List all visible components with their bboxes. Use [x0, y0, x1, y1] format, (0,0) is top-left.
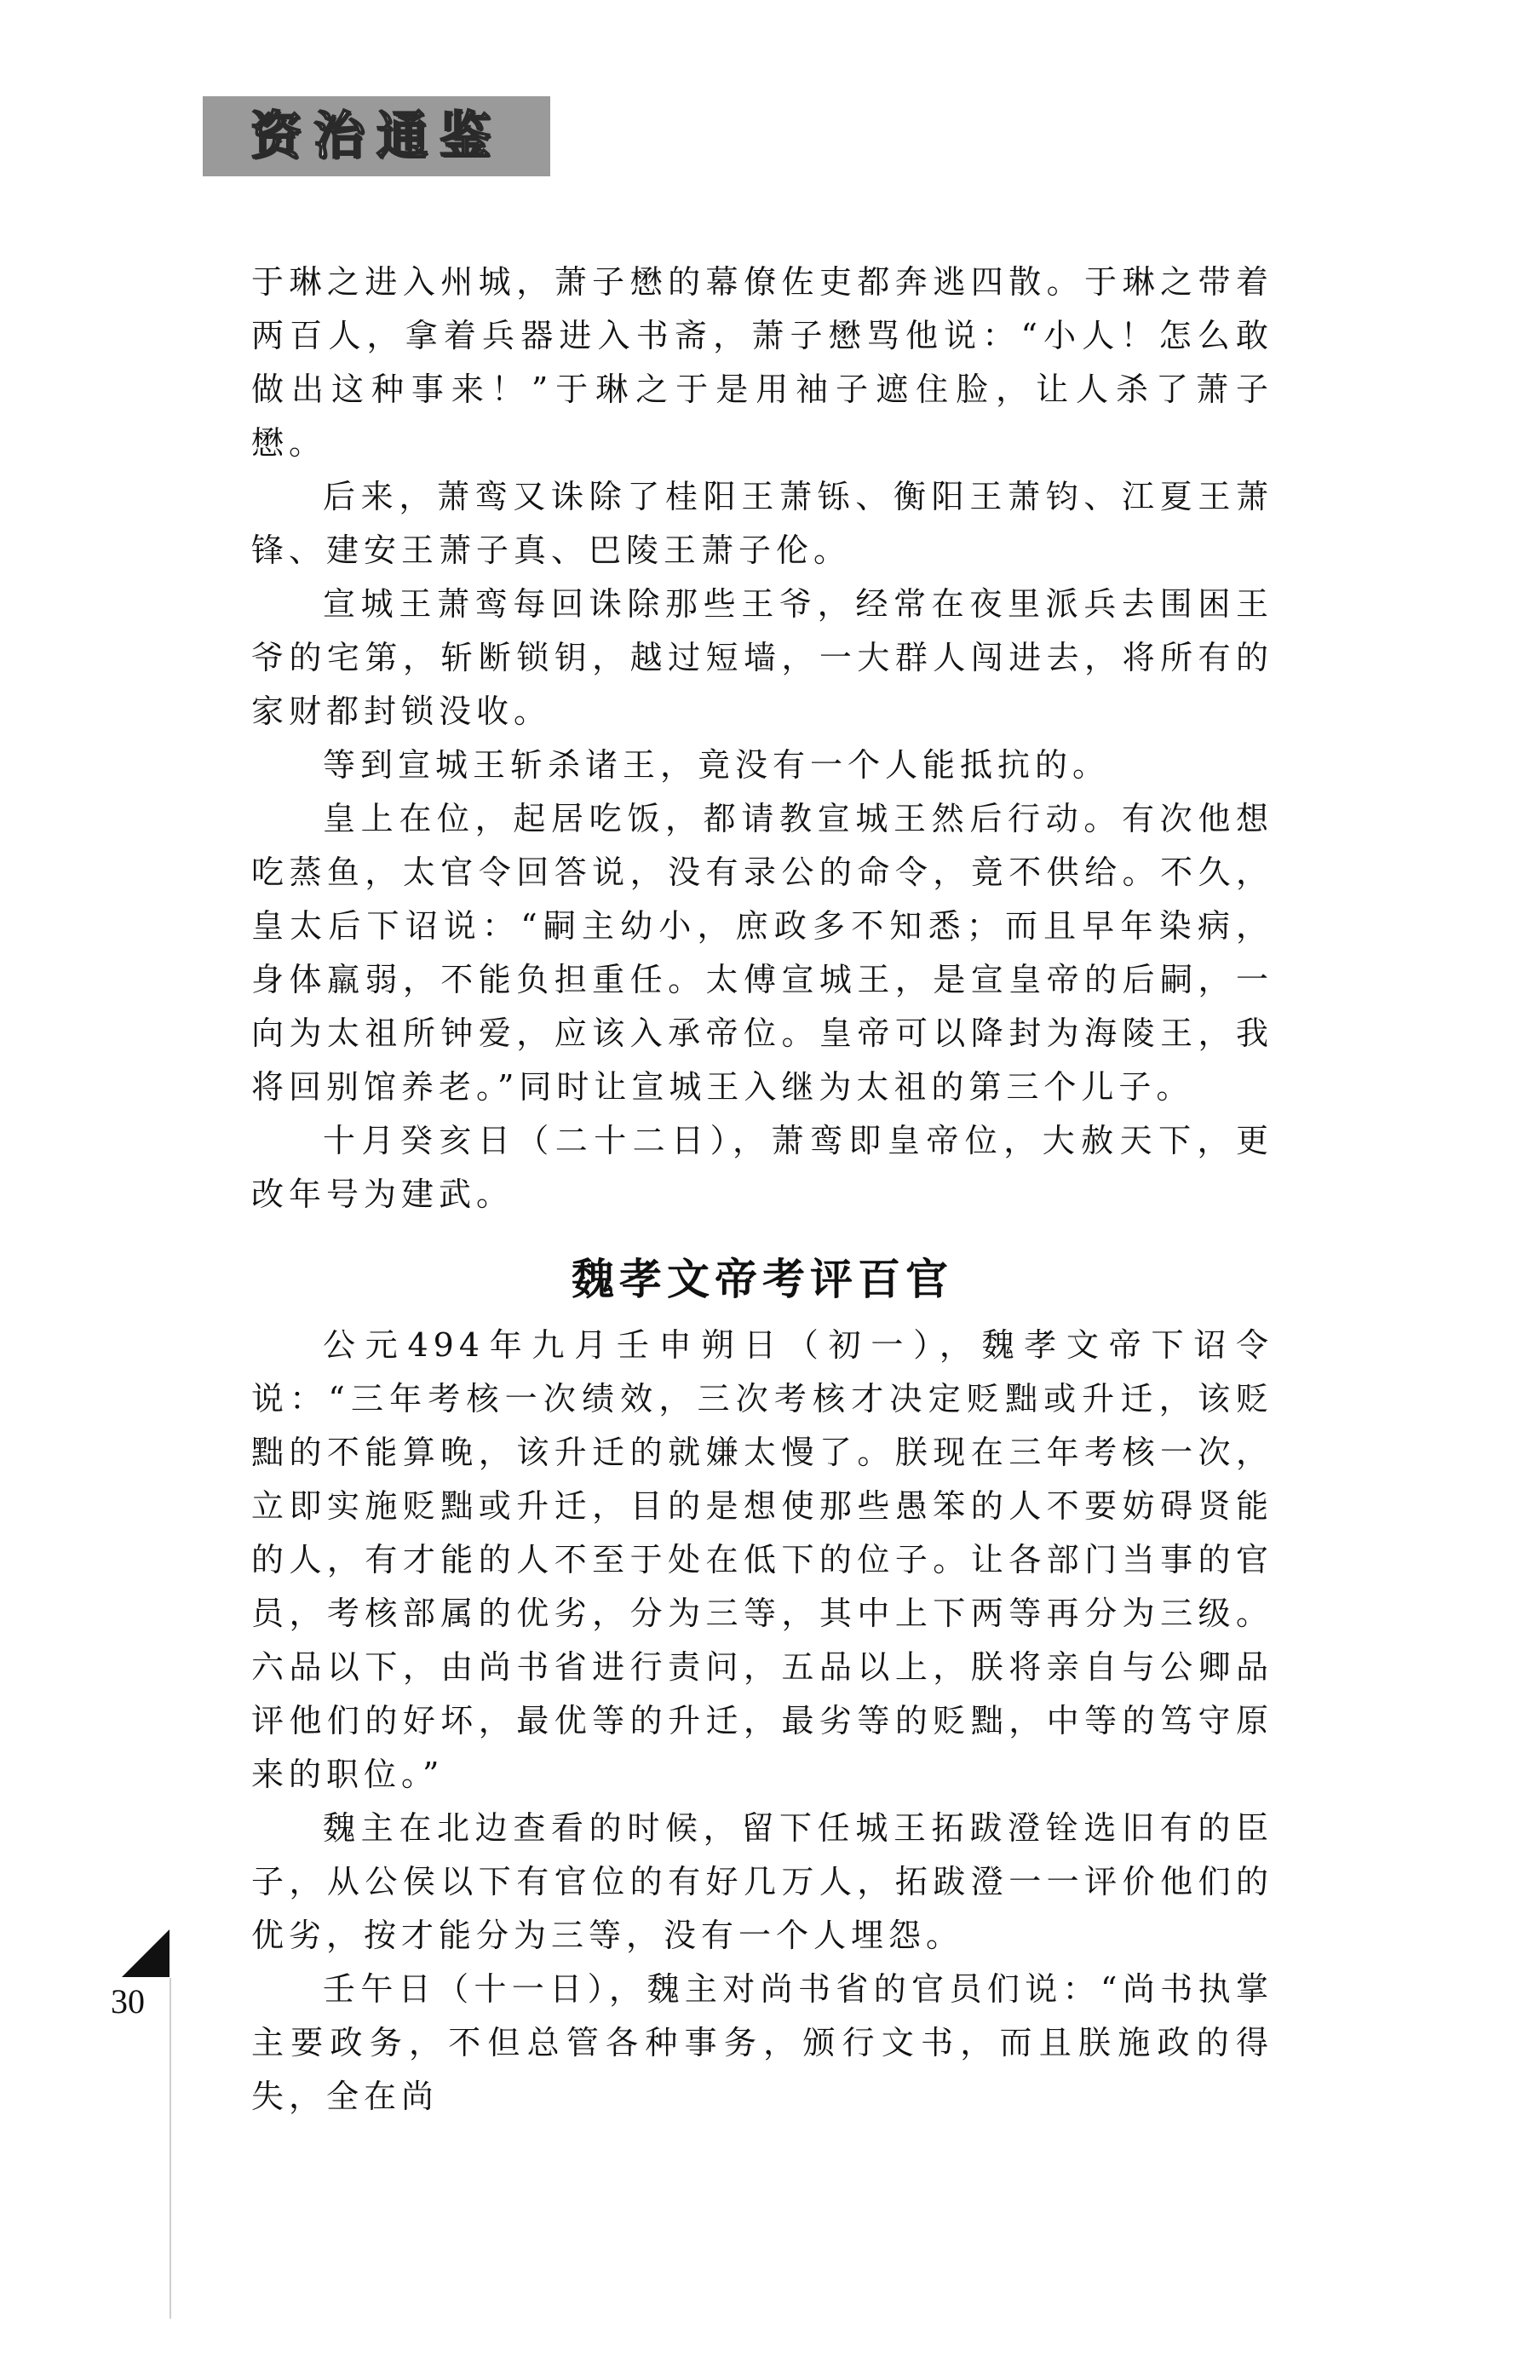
paragraph: 魏主在北边查看的时候，留下任城王拓跋澄铨选旧有的臣子，从公侯以下有官位的有好几万人，拓跋澄一一评价他们的优劣，按才能分为三等，没有一个人埋怨。 [251, 1809, 1273, 1954]
paragraph: 后来，萧鸾又诛除了桂阳王萧铄、衡阳王萧钧、江夏王萧锋、建安王萧子真、巴陵王萧子伦。 [251, 478, 1273, 569]
text-block-2 [251, 1319, 1273, 2124]
section-heading: 魏孝文帝考评百官 [572, 1254, 953, 1304]
paragraph: 等到宣城王斩杀诸王，竟没有一个人能抵抗的。 [323, 746, 1111, 784]
margin-divider [170, 1978, 171, 2319]
book-title-banner [203, 96, 550, 176]
page-number: 30 [111, 1982, 145, 2021]
paragraph: 宣城王萧鸾每回诛除那些王爷，经常在夜里派兵去围困王爷的宅第，斩断锁钥，越过短墙，一大群人闯进去，将所有的家财都封锁没收。 [251, 585, 1273, 730]
book-title: 资治通鉴 [250, 106, 503, 166]
paragraph: 壬午日（十一日），魏主对尚书省的官员们说：“尚书执掌主要政务，不但总管各种事务，颁行文书，而且朕施政的得失，全在尚 [251, 1970, 1273, 2115]
paragraph: 十月癸亥日（二十二日），萧鸾即皇帝位，大赦天下，更改年号为建武。 [251, 1122, 1273, 1213]
text-block-1 [251, 256, 1273, 1222]
paragraph: 皇上在位，起居吃饭，都请教宣城王然后行动。有次他想吃蒸鱼，太官令回答说，没有录公的命令，竟不供给。不久，皇太后下诏说：“嗣主幼小，庶政多不知悉；而且早年染病，身体羸弱，不能负担重任。太傅宣城王，是宣皇帝的后嗣，一向为太祖所钟爱，应该入承帝位。皇帝可以降封为海陵王，我将回别馆养老。”同时让宣城王入继为太祖的第三个儿子。 [251, 800, 1273, 1106]
page-corner-triangle [122, 1929, 170, 1977]
paragraph: 公元494年九月壬申朔日（初一），魏孝文帝下诏令说：“三年考核一次绩效，三次考核才决定贬黜或升迁，该贬黜的不能算晚，该升迁的就嫌太慢了。朕现在三年考核一次，立即实施贬黜或升迁，目的是想使那些愚笨的人不要妨碍贤能的人，有才能的人不至于处在低下的位子。让各部门当事的官员，考核部属的优劣，分为三等，其中上下两等再分为三级。六品以下，由尚书省进行责问，五品以上，朕将亲自与公卿品评他们的好坏，最优等的升迁，最劣等的贬黜，中等的笃守原来的职位。” [251, 1326, 1273, 1793]
paragraph: 于琳之进入州城，萧子懋的幕僚佐吏都奔逃四散。于琳之带着两百人，拿着兵器进入书斋，萧子懋骂他说：“小人！怎么敢做出这种事来！”于琳之于是用袖子遮住脸，让人杀了萧子懋。 [251, 263, 1273, 462]
